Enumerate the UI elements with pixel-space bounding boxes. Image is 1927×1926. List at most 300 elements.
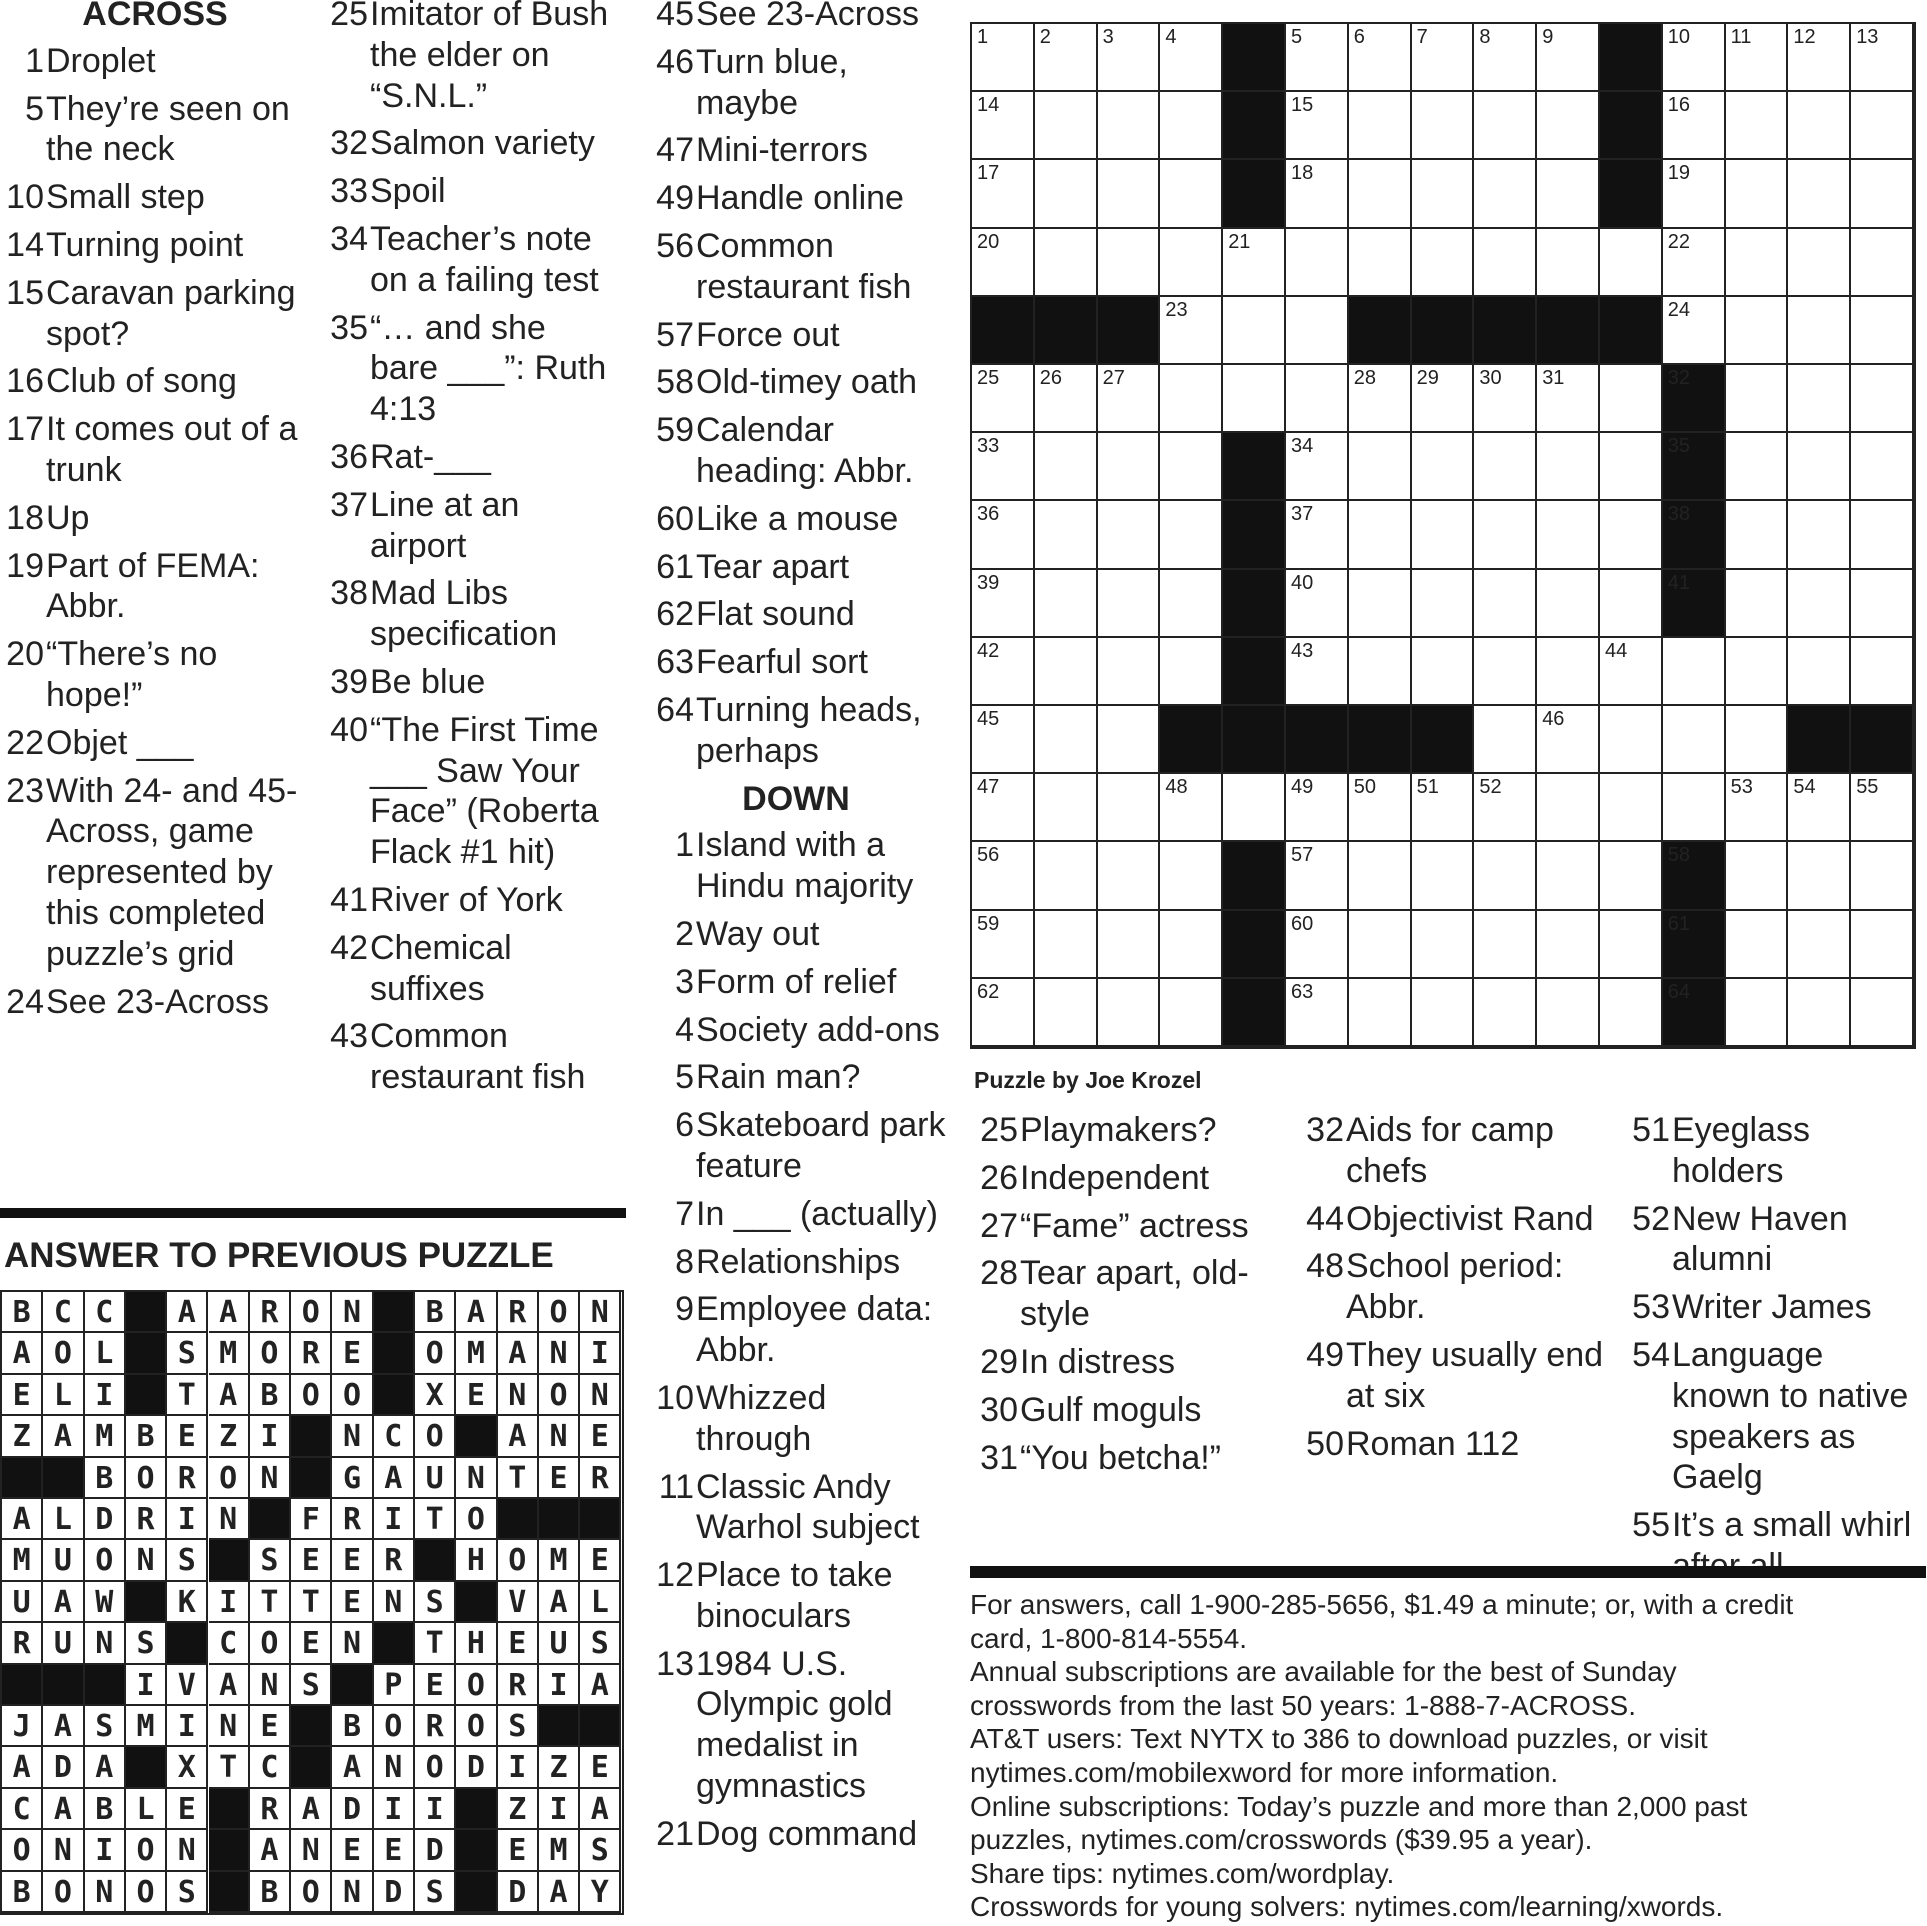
grid-cell[interactable] (1286, 842, 1349, 910)
grid-cell[interactable] (1726, 706, 1789, 774)
grid-cell[interactable] (1412, 638, 1475, 706)
grid-cell[interactable] (1788, 570, 1851, 638)
grid-cell[interactable] (972, 638, 1035, 706)
clue-text: Society add-ons (696, 1010, 940, 1049)
grid-cell[interactable] (1349, 501, 1412, 569)
grid-cell[interactable] (1035, 160, 1098, 228)
grid-cell[interactable] (1286, 160, 1349, 228)
grid-cell[interactable] (1349, 160, 1412, 228)
across-clue-17[interactable] (0, 409, 310, 491)
grid-cell[interactable] (1600, 638, 1663, 706)
grid-cell[interactable] (1412, 911, 1475, 979)
down-clue-11[interactable] (646, 1467, 946, 1549)
down-clue-21[interactable] (646, 1814, 946, 1855)
grid-cell[interactable] (1537, 979, 1600, 1047)
grid-cell[interactable] (972, 706, 1035, 774)
grid-cell[interactable] (1349, 433, 1412, 501)
grid-cell[interactable] (1098, 501, 1161, 569)
across-clue-24[interactable] (0, 982, 310, 1023)
grid-cell[interactable] (972, 229, 1035, 297)
down-clue-5[interactable] (646, 1057, 946, 1098)
answer-letter: O (12, 1833, 31, 1869)
grid-cell[interactable] (1160, 638, 1223, 706)
grid-cell[interactable] (1098, 911, 1161, 979)
across-clue-35[interactable] (320, 308, 620, 430)
down-clue-50[interactable] (1296, 1424, 1606, 1465)
grid-cell[interactable] (1474, 706, 1537, 774)
grid-cell[interactable] (1663, 706, 1726, 774)
grid-cell[interactable] (1663, 229, 1726, 297)
grid-cell[interactable] (1537, 774, 1600, 842)
grid-cell[interactable] (1537, 638, 1600, 706)
grid-cell[interactable] (1349, 979, 1412, 1047)
down-clue-51[interactable] (1622, 1110, 1922, 1192)
grid-cell[interactable] (1600, 979, 1663, 1047)
grid-cell[interactable] (1035, 774, 1098, 842)
clue-number: 10 (6, 178, 44, 217)
grid-cell[interactable] (1851, 92, 1914, 160)
info-line: card, 1-800-814-5554. (970, 1622, 1248, 1654)
grid-cell[interactable] (1474, 433, 1537, 501)
grid-cell[interactable] (1788, 774, 1851, 842)
answer-cell (539, 1292, 580, 1333)
grid-cell[interactable] (1726, 229, 1789, 297)
grid-cell[interactable] (1600, 433, 1663, 501)
answer-letter: D (95, 1502, 114, 1537)
down-clue-12[interactable] (646, 1555, 946, 1637)
grid-cell[interactable] (1349, 229, 1412, 297)
grid-cell[interactable] (1600, 501, 1663, 569)
across-clue-62[interactable] (646, 594, 946, 635)
answer-cell (415, 1665, 456, 1706)
grid-cell[interactable] (1286, 979, 1349, 1047)
grid-cell[interactable] (972, 911, 1035, 979)
grid-cell[interactable] (1788, 24, 1851, 92)
grid-cell[interactable] (1286, 570, 1349, 638)
across-clue-47[interactable] (646, 130, 946, 171)
across-clue-18[interactable] (0, 498, 310, 539)
grid-cell[interactable] (1788, 92, 1851, 160)
grid-cell[interactable] (1537, 433, 1600, 501)
grid-cell[interactable] (1474, 570, 1537, 638)
answer-cell (456, 1540, 497, 1581)
grid-cell[interactable] (1160, 229, 1223, 297)
grid-cell[interactable] (1035, 433, 1098, 501)
grid-cell[interactable] (1726, 297, 1789, 365)
grid-cell[interactable] (1349, 774, 1412, 842)
grid-cell[interactable] (1537, 229, 1600, 297)
across-clue-15[interactable] (0, 273, 310, 355)
grid-cell[interactable] (1035, 229, 1098, 297)
grid-cell[interactable] (1726, 92, 1789, 160)
down-clue-30[interactable] (970, 1390, 1280, 1431)
grid-cell[interactable] (1160, 433, 1223, 501)
grid-cell[interactable] (1412, 570, 1475, 638)
across-clue-61[interactable] (646, 547, 946, 588)
grid-cell[interactable] (1851, 229, 1914, 297)
grid-cell[interactable] (1474, 501, 1537, 569)
grid-cell[interactable] (1160, 570, 1223, 638)
grid-cell[interactable] (1286, 297, 1349, 365)
grid-cell[interactable] (1474, 842, 1537, 910)
across-clue-10[interactable] (0, 177, 310, 218)
grid-cell[interactable] (1851, 979, 1914, 1047)
grid-cell[interactable] (1663, 297, 1726, 365)
grid-cell[interactable] (1851, 24, 1914, 92)
down-clue-54[interactable] (1622, 1335, 1922, 1498)
down-clue-44[interactable] (1296, 1199, 1606, 1240)
grid-cell[interactable] (1537, 365, 1600, 433)
grid-cell[interactable] (1726, 842, 1789, 910)
grid-cell[interactable] (1160, 92, 1223, 160)
grid-cell[interactable] (1851, 638, 1914, 706)
grid-cell[interactable] (1851, 297, 1914, 365)
grid-cell[interactable] (1600, 570, 1663, 638)
black-square (1349, 297, 1412, 365)
down-clue-48[interactable] (1296, 1246, 1606, 1328)
grid-cell[interactable] (1537, 842, 1600, 910)
grid-cell[interactable] (1098, 92, 1161, 160)
grid-cell[interactable] (1474, 638, 1537, 706)
grid-cell[interactable] (1035, 706, 1098, 774)
grid-cell[interactable] (1537, 706, 1600, 774)
clue-number: 3 (675, 962, 694, 1001)
grid-cell[interactable] (1412, 365, 1475, 433)
grid-cell[interactable] (1160, 297, 1223, 365)
grid-cell[interactable] (1286, 24, 1349, 92)
grid-cell[interactable] (1537, 570, 1600, 638)
grid-cell[interactable] (1286, 638, 1349, 706)
grid-cell[interactable] (972, 92, 1035, 160)
grid-cell[interactable] (1349, 570, 1412, 638)
grid-cell[interactable] (1349, 92, 1412, 160)
grid-cell[interactable] (1788, 433, 1851, 501)
grid-cell[interactable] (1098, 979, 1161, 1047)
grid-cell[interactable] (1286, 92, 1349, 160)
grid-cell[interactable] (1474, 160, 1537, 228)
grid-cell[interactable] (972, 24, 1035, 92)
across-clue-46[interactable] (646, 42, 946, 124)
grid-cell[interactable] (1035, 911, 1098, 979)
down-clue-2[interactable] (646, 914, 946, 955)
grid-cell[interactable] (1412, 92, 1475, 160)
grid-cell[interactable] (1098, 570, 1161, 638)
grid-cell[interactable] (1412, 501, 1475, 569)
down-clue-8[interactable] (646, 1242, 946, 1283)
grid-cell[interactable] (1035, 24, 1098, 92)
answer-cell (332, 1458, 373, 1499)
grid-cell[interactable] (1160, 774, 1223, 842)
clue-text: Club of song (46, 362, 237, 401)
grid-cell[interactable] (1537, 24, 1600, 92)
answer-letter: M (549, 1833, 568, 1869)
across-clue-14[interactable] (0, 225, 310, 266)
grid-cell[interactable] (1098, 433, 1161, 501)
grid-cell[interactable] (1726, 433, 1789, 501)
grid-cell[interactable] (1035, 842, 1098, 910)
grid-cell[interactable] (1726, 570, 1789, 638)
grid-cell[interactable] (1726, 365, 1789, 433)
answer-letter: L (53, 1377, 72, 1413)
grid-cell[interactable] (1851, 842, 1914, 910)
down-clue-3[interactable] (646, 962, 946, 1003)
grid-cell[interactable] (1726, 911, 1789, 979)
grid-cell[interactable] (1098, 24, 1161, 92)
grid-cell[interactable] (1851, 365, 1914, 433)
answer-letter: V (508, 1584, 527, 1620)
grid-cell[interactable] (1600, 842, 1663, 910)
answer-letter: E (343, 1584, 362, 1620)
crossword-grid[interactable] (970, 22, 1916, 1049)
grid-cell[interactable] (1286, 911, 1349, 979)
grid-cell[interactable] (972, 979, 1035, 1047)
answer-black-square (2, 1458, 43, 1499)
grid-cell[interactable] (1286, 229, 1349, 297)
cell-number: 15 (1291, 94, 1314, 117)
down-clue-25[interactable] (970, 1110, 1280, 1151)
across-clue-36[interactable] (320, 437, 620, 478)
answer-letter: A (219, 1667, 238, 1703)
grid-cell[interactable] (1223, 774, 1286, 842)
across-clue-49[interactable] (646, 178, 946, 219)
cell-number: 53 (1730, 776, 1753, 799)
answer-letter: B (95, 1460, 114, 1496)
grid-cell[interactable] (1035, 92, 1098, 160)
grid-cell[interactable] (1851, 501, 1914, 569)
clue-number: 38 (330, 574, 368, 613)
grid-cell[interactable] (1223, 297, 1286, 365)
grid-cell[interactable] (1160, 842, 1223, 910)
answer-letter: Z (12, 1419, 31, 1455)
across-clue-20[interactable] (0, 634, 310, 716)
grid-cell[interactable] (1349, 638, 1412, 706)
grid-cell[interactable] (1788, 501, 1851, 569)
grid-cell[interactable] (1474, 92, 1537, 160)
grid-cell[interactable] (1851, 570, 1914, 638)
across-clue-25[interactable] (320, 0, 620, 116)
grid-cell[interactable] (1035, 638, 1098, 706)
across-clue-43[interactable] (320, 1016, 620, 1098)
grid-cell[interactable] (1851, 774, 1914, 842)
grid-cell[interactable] (1600, 911, 1663, 979)
grid-cell[interactable] (1349, 24, 1412, 92)
down-clue-31[interactable] (970, 1438, 1280, 1479)
grid-cell[interactable] (1788, 297, 1851, 365)
down-clue-52[interactable] (1622, 1199, 1922, 1281)
answer-cell (85, 1292, 126, 1333)
grid-cell[interactable] (1726, 774, 1789, 842)
across-clue-32[interactable] (320, 123, 620, 164)
grid-cell[interactable] (1788, 160, 1851, 228)
grid-cell[interactable] (1600, 774, 1663, 842)
grid-cell[interactable] (1286, 433, 1349, 501)
grid-cell[interactable] (1160, 24, 1223, 92)
across-clue-56[interactable] (646, 226, 946, 308)
down-clue-7[interactable] (646, 1194, 946, 1235)
clue-text: Common restaurant fish (370, 1017, 586, 1097)
grid-cell[interactable] (1600, 229, 1663, 297)
grid-cell[interactable] (1412, 229, 1475, 297)
grid-cell[interactable] (1412, 774, 1475, 842)
grid-cell[interactable] (972, 365, 1035, 433)
across-clue-5[interactable] (0, 89, 310, 171)
across-clue-63[interactable] (646, 642, 946, 683)
down-clue-27[interactable] (970, 1206, 1280, 1247)
grid-cell[interactable] (1537, 92, 1600, 160)
answer-cell (539, 1375, 580, 1416)
answer-letter: I (219, 1584, 238, 1620)
grid-cell[interactable] (1600, 365, 1663, 433)
grid-cell[interactable] (1788, 365, 1851, 433)
grid-cell[interactable] (1726, 638, 1789, 706)
across-clue-1[interactable] (0, 41, 310, 82)
across-clue-22[interactable] (0, 723, 310, 764)
grid-cell[interactable] (1349, 842, 1412, 910)
across-clue-34[interactable] (320, 219, 620, 301)
grid-cell[interactable] (1726, 160, 1789, 228)
grid-cell[interactable] (1035, 570, 1098, 638)
across-clue-60[interactable] (646, 499, 946, 540)
across-clue-57[interactable] (646, 315, 946, 356)
grid-cell[interactable] (1788, 911, 1851, 979)
grid-cell[interactable] (1160, 501, 1223, 569)
grid-cell[interactable] (1160, 160, 1223, 228)
across-clue-64[interactable] (646, 690, 946, 772)
answer-cell (85, 1706, 126, 1747)
grid-cell[interactable] (1537, 160, 1600, 228)
grid-cell[interactable] (1851, 160, 1914, 228)
across-clue-19[interactable] (0, 546, 310, 628)
grid-cell[interactable] (1663, 92, 1726, 160)
grid-cell[interactable] (972, 842, 1035, 910)
grid-cell[interactable] (1412, 979, 1475, 1047)
down-clue-13[interactable] (646, 1644, 946, 1807)
cell-number: 51 (1416, 776, 1439, 799)
grid-cell[interactable] (1160, 979, 1223, 1047)
across-clue-33[interactable] (320, 171, 620, 212)
down-clue-29[interactable] (970, 1342, 1280, 1383)
grid-cell[interactable] (1600, 706, 1663, 774)
answer-letter: M (12, 1543, 31, 1579)
down-clue-10[interactable] (646, 1378, 946, 1460)
cell-number: 34 (1291, 435, 1314, 458)
clue-text: Part of FEMA: Abbr. (46, 546, 260, 626)
grid-cell[interactable] (1412, 24, 1475, 92)
answer-letter: B (12, 1295, 31, 1330)
grid-cell[interactable] (1726, 501, 1789, 569)
grid-cell[interactable] (1098, 160, 1161, 228)
grid-cell[interactable] (1160, 365, 1223, 433)
grid-cell[interactable] (1537, 501, 1600, 569)
grid-cell[interactable] (1098, 229, 1161, 297)
down-clue-26[interactable] (970, 1158, 1280, 1199)
down-clue-9[interactable] (646, 1289, 946, 1371)
across-clues-column-2 (320, 0, 620, 1105)
grid-cell[interactable] (1726, 979, 1789, 1047)
grid-cell[interactable] (1474, 911, 1537, 979)
grid-cell[interactable] (972, 774, 1035, 842)
across-clue-59[interactable] (646, 410, 946, 492)
grid-cell[interactable] (1035, 501, 1098, 569)
answer-letter: S (177, 1336, 196, 1372)
grid-cell[interactable] (1788, 229, 1851, 297)
grid-cell[interactable] (1788, 979, 1851, 1047)
across-clue-37[interactable] (320, 485, 620, 567)
across-clue-45[interactable] (646, 0, 946, 35)
grid-cell[interactable] (1035, 979, 1098, 1047)
grid-cell[interactable] (1160, 911, 1223, 979)
grid-cell[interactable] (1851, 911, 1914, 979)
down-clue-1[interactable] (646, 825, 946, 907)
down-clue-32[interactable] (1296, 1110, 1606, 1192)
down-clue-6[interactable] (646, 1105, 946, 1187)
grid-cell[interactable] (1788, 842, 1851, 910)
answer-cell (209, 1665, 250, 1706)
grid-cell[interactable] (1663, 774, 1726, 842)
black-square (1412, 297, 1475, 365)
across-clue-39[interactable] (320, 662, 620, 703)
across-clue-40[interactable] (320, 710, 620, 873)
across-clue-58[interactable] (646, 362, 946, 403)
answer-cell (580, 1458, 621, 1499)
down-clue-53[interactable] (1622, 1287, 1922, 1328)
grid-cell[interactable] (1412, 433, 1475, 501)
across-clue-41[interactable] (320, 880, 620, 921)
grid-cell[interactable] (1663, 160, 1726, 228)
across-clue-38[interactable] (320, 573, 620, 655)
grid-cell[interactable] (1223, 365, 1286, 433)
grid-cell[interactable] (1098, 706, 1161, 774)
grid-cell[interactable] (1474, 24, 1537, 92)
grid-cell[interactable] (1412, 842, 1475, 910)
grid-cell[interactable] (1098, 638, 1161, 706)
grid-cell[interactable] (1537, 911, 1600, 979)
grid-cell[interactable] (1663, 638, 1726, 706)
grid-cell[interactable] (1035, 365, 1098, 433)
grid-cell[interactable] (1663, 24, 1726, 92)
grid-cell[interactable] (1349, 911, 1412, 979)
grid-cell[interactable] (972, 160, 1035, 228)
grid-cell[interactable] (1474, 229, 1537, 297)
grid-cell[interactable] (1851, 433, 1914, 501)
grid-cell[interactable] (1286, 501, 1349, 569)
down-clue-28[interactable] (970, 1253, 1280, 1335)
grid-cell[interactable] (1474, 774, 1537, 842)
grid-cell[interactable] (1098, 365, 1161, 433)
grid-cell[interactable] (1286, 774, 1349, 842)
across-clue-16[interactable] (0, 361, 310, 402)
grid-cell[interactable] (972, 501, 1035, 569)
answer-cell (374, 1665, 415, 1706)
grid-cell[interactable] (1788, 638, 1851, 706)
down-clue-49[interactable] (1296, 1335, 1606, 1417)
grid-cell[interactable] (972, 433, 1035, 501)
grid-cell[interactable] (972, 570, 1035, 638)
grid-cell[interactable] (1223, 229, 1286, 297)
grid-cell[interactable] (1412, 160, 1475, 228)
grid-cell[interactable] (1349, 365, 1412, 433)
grid-cell[interactable] (1098, 842, 1161, 910)
grid-cell[interactable] (1474, 365, 1537, 433)
answer-letter: I (95, 1377, 114, 1413)
grid-cell[interactable] (1726, 24, 1789, 92)
grid-cell[interactable] (1286, 365, 1349, 433)
across-clue-42[interactable] (320, 928, 620, 1010)
down-clue-4[interactable] (646, 1010, 946, 1051)
grid-cell[interactable] (1098, 774, 1161, 842)
grid-cell[interactable] (1474, 979, 1537, 1047)
across-clue-23[interactable] (0, 771, 310, 975)
